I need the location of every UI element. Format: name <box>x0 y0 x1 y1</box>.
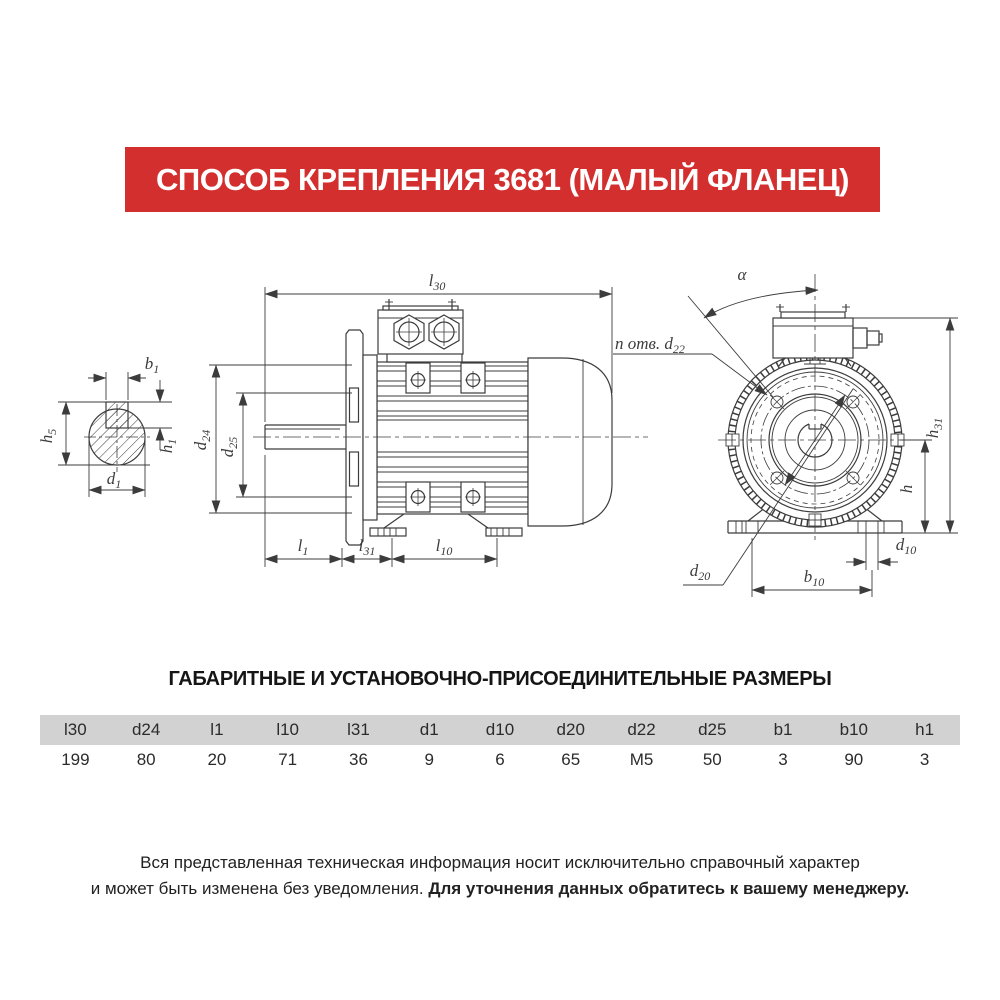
svg-text:h31: $h_{31}$ <box>923 417 945 439</box>
cell-value: 80 <box>136 750 156 769</box>
dim-h <box>897 440 932 533</box>
cell-value: 199 <box>61 750 90 769</box>
dim-b1 <box>88 354 159 400</box>
banner-title-text: СПОСОБ КРЕПЛЕНИЯ 3681 (МАЛЫЙ ФЛАНЕЦ) <box>156 161 849 197</box>
cell-value: 65 <box>561 750 581 769</box>
col-header: l1 <box>210 720 224 739</box>
cell-value: 3 <box>919 750 930 769</box>
cell-value: 9 <box>424 750 434 769</box>
terminal-box-front <box>773 304 882 366</box>
svg-text:l31: $l_{31}$ <box>358 536 376 558</box>
svg-text:α: α <box>737 265 747 284</box>
col-header: d25 <box>698 720 727 739</box>
dim-b10 <box>752 538 872 597</box>
col-header: l10 <box>276 720 300 739</box>
svg-text:d1: $d_1$ <box>106 469 122 491</box>
disclaimer-line2: и может быть изменена без уведомления. <box>90 879 429 898</box>
disclaimer-line1: Вся представленная техническая информация носит исключительно справочный характер <box>140 853 860 872</box>
dim-d10 <box>846 535 916 562</box>
cell-value: 90 <box>844 750 864 769</box>
cable-gland <box>853 328 882 348</box>
svg-text:b1: $b_1$ <box>144 354 160 376</box>
cell-value: 3 <box>778 750 788 769</box>
cell-value: 50 <box>702 750 722 769</box>
cell-value: 71 <box>278 750 298 769</box>
motor-feet-side <box>370 514 522 536</box>
cell-value: 20 <box>207 750 227 769</box>
table-header-row <box>40 715 960 745</box>
svg-text:b10: $b_{10}$ <box>803 567 825 589</box>
dim-d24 <box>191 365 352 513</box>
disclaimer <box>50 850 950 902</box>
technical-drawing <box>0 260 1000 605</box>
svg-text:h5: $h_5$ <box>37 428 59 444</box>
dimensions-table <box>40 715 960 775</box>
col-header: l31 <box>347 720 370 739</box>
col-header: b10 <box>839 720 868 739</box>
svg-text:l30: $l_{30}$ <box>428 271 446 293</box>
svg-text:d20: $d_{20}$ <box>689 561 711 583</box>
disclaimer-bold: Для уточнения данных обратитесь к вашему менеджеру. <box>428 879 910 898</box>
title-banner <box>125 147 880 212</box>
col-header: l30 <box>64 720 87 739</box>
motor-front-view <box>613 265 958 597</box>
table-value-row <box>40 745 960 775</box>
col-header: d22 <box>627 720 656 739</box>
motor-side-view <box>191 271 648 567</box>
cell-value: M5 <box>629 750 654 769</box>
svg-text:d25: $d_{25}$ <box>218 436 240 458</box>
col-header: d20 <box>556 720 585 739</box>
cell-value: 36 <box>348 750 368 769</box>
svg-text:l10: $l_{10}$ <box>435 536 453 558</box>
svg-text:h: h <box>897 484 916 494</box>
col-header: d10 <box>485 720 515 739</box>
terminal-box-side <box>378 299 463 362</box>
section-title: ГАБАРИТНЫЕ И УСТАНОВОЧНО-ПРИСОЕДИНИТЕЛЬНЫЕ РАЗМЕРЫ <box>168 668 832 690</box>
svg-text:d24: $d_{24}$ <box>191 429 213 451</box>
svg-text:n отв. d22: n отв. $d_{22}$ <box>615 334 685 356</box>
svg-text:d10: $d_{10}$ <box>895 535 917 557</box>
col-header: d24 <box>131 720 161 739</box>
shaft-section-view <box>37 354 179 497</box>
col-header: d1 <box>419 720 439 739</box>
fan-cover <box>528 358 612 526</box>
svg-text:l1: $l_1$ <box>297 536 309 558</box>
label-n-otv-d22 <box>613 334 767 395</box>
cell-value: 6 <box>495 750 505 769</box>
svg-text:h1: $h_1$ <box>157 438 179 454</box>
col-header: b1 <box>773 720 793 739</box>
dim-d25 <box>218 393 352 497</box>
col-header: h1 <box>915 720 935 739</box>
